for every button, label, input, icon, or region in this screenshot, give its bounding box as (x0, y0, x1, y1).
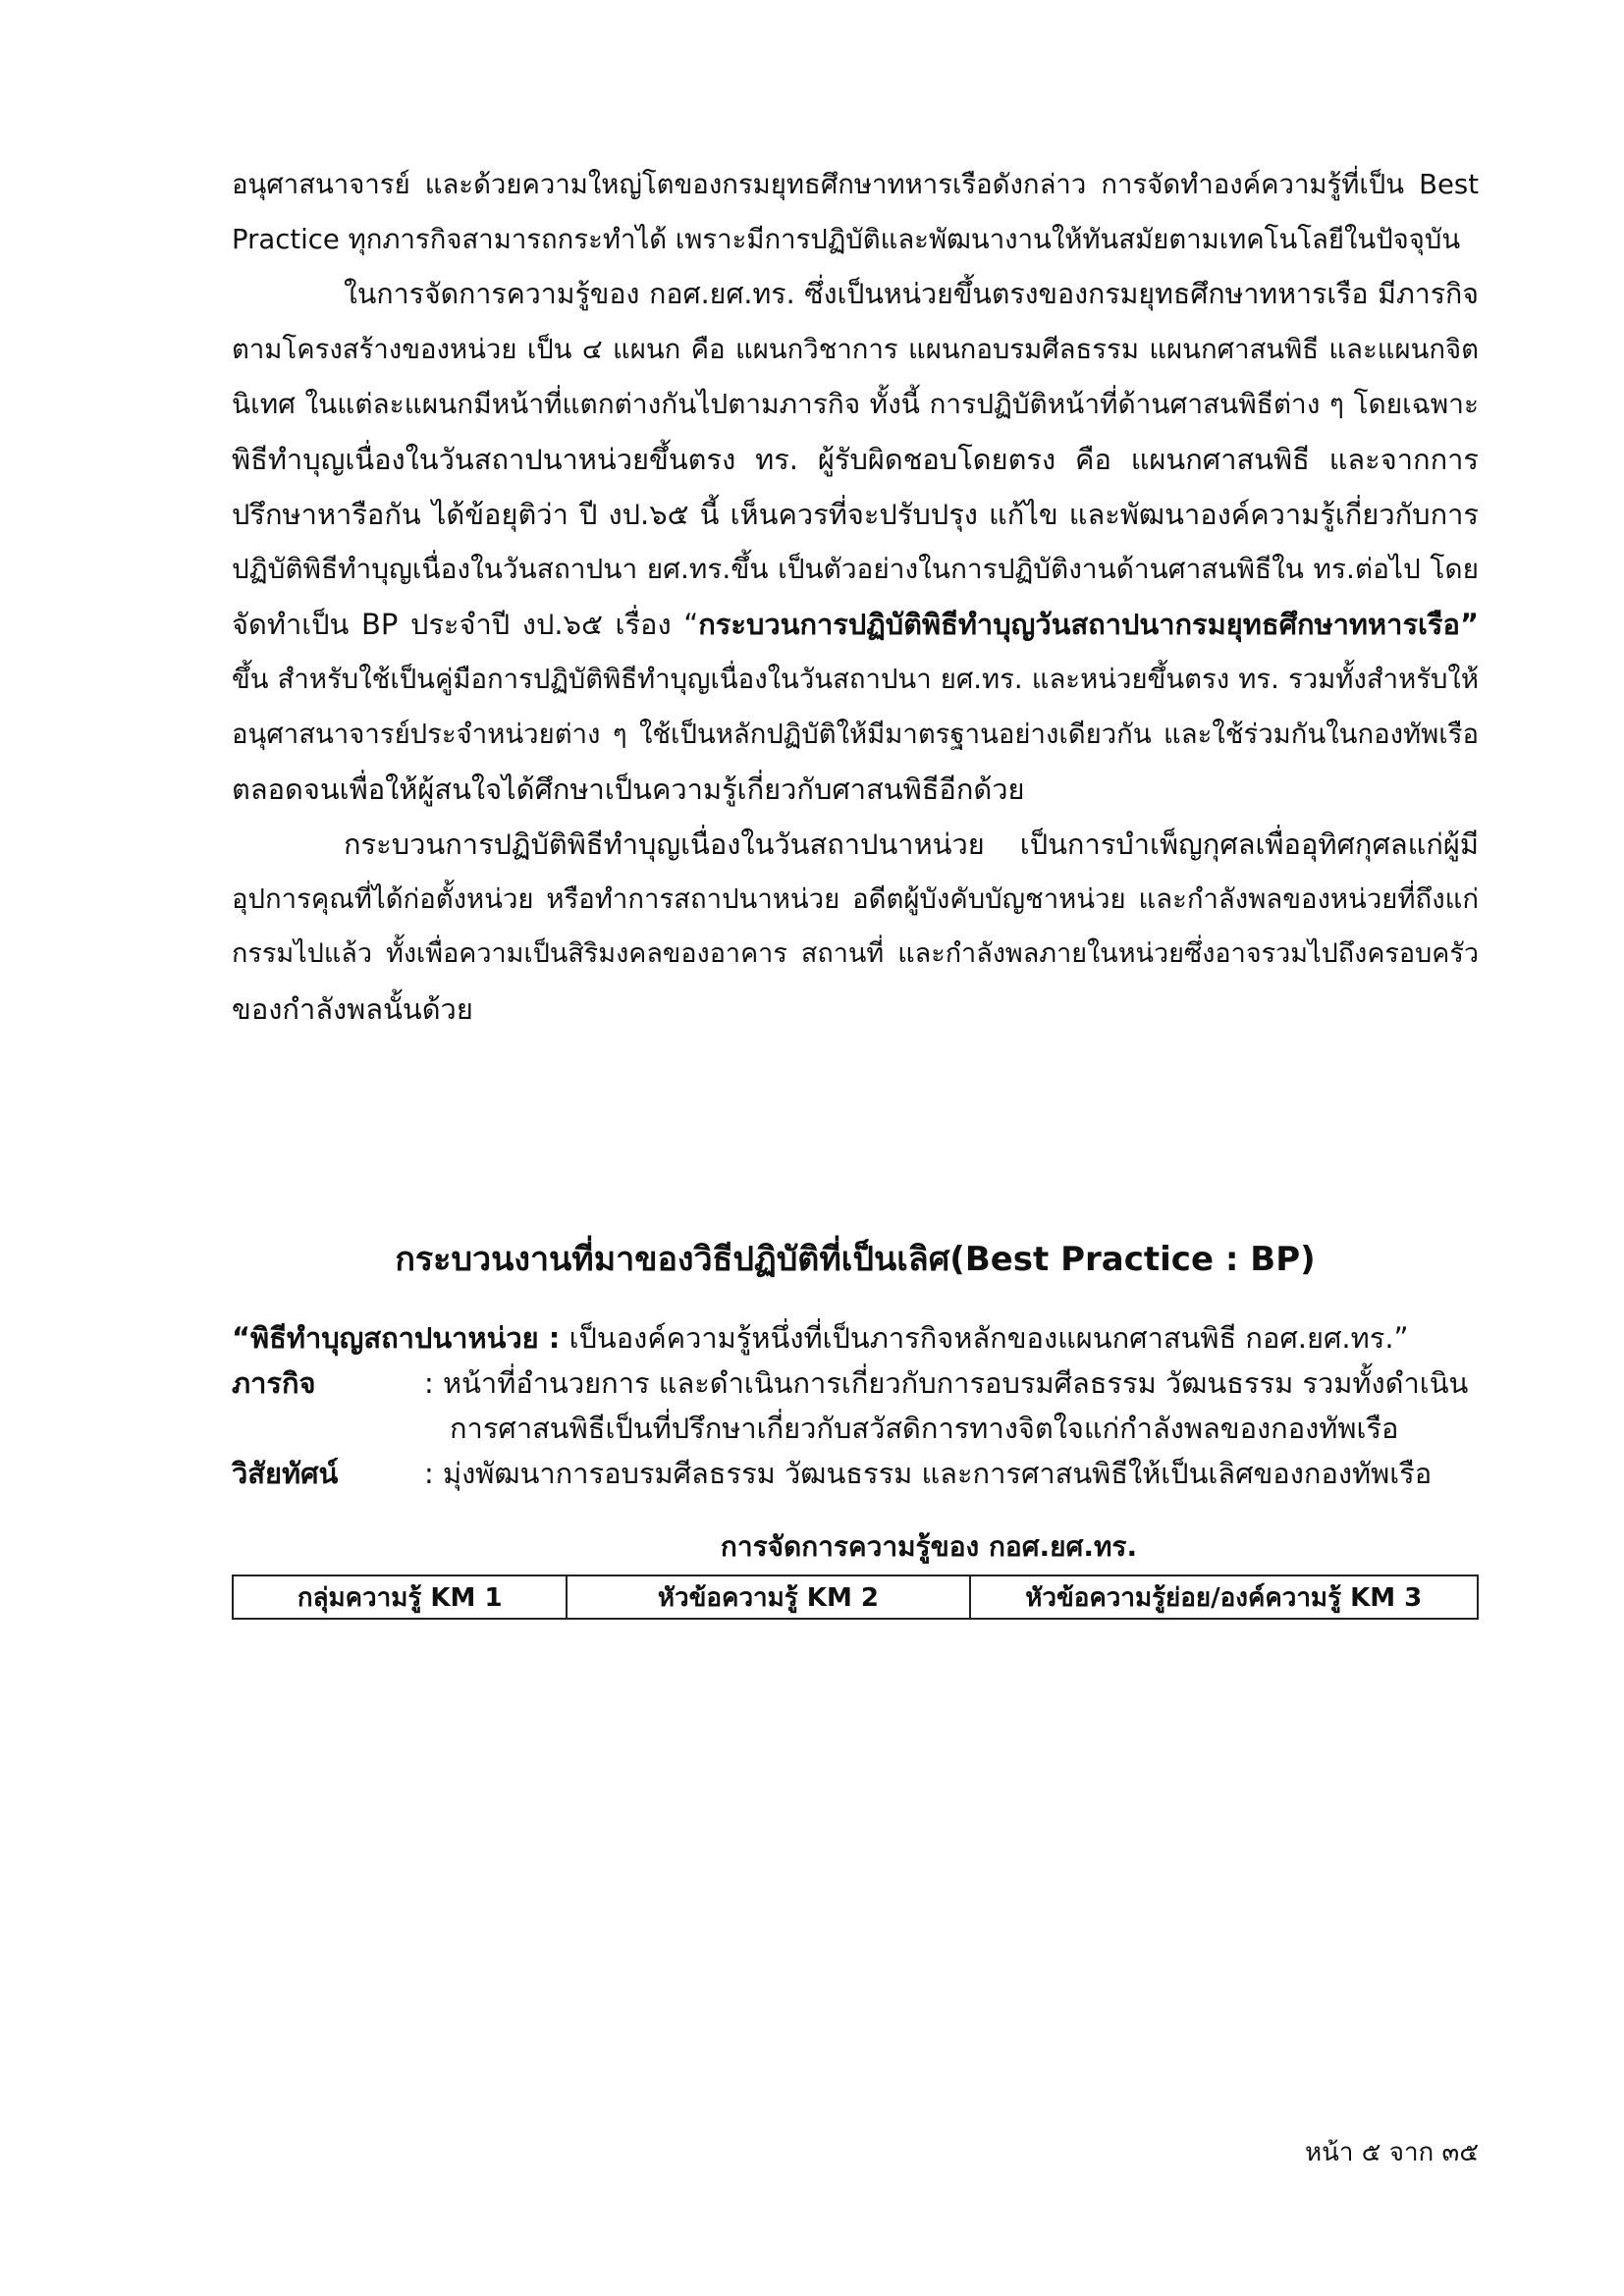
paragraph-1-line-1: อนุศาสนาจารย์ และด้วยความใหญ่โตของกรมยุทธศึกษาทหารเรือดังกล่าว การจัดทำองค์ความรู้ที่เป็น Best (232, 169, 1479, 200)
km-header-cell: กลุ่มความรู้ KM 1 (233, 1575, 567, 1619)
body-text (232, 157, 1479, 1037)
bp-title: กระบวนการปฏิบัติพิธีทำบุญวันสถาปนากรมยุทธศึกษาทหารเรือ (698, 608, 1460, 641)
mission-label: ภารกิจ (232, 1366, 316, 1400)
paragraph-2-line-6: ปฏิบัติพิธีทำบุญเนื่องในวันสถาปนา ยศ.ทร.ขึ้น เป็นตัวอย่างในการปฏิบัติงานด้านศาสนพิธีใน ทร.ต่อไป โดย (232, 553, 1479, 585)
paragraph-2-bp-line (232, 597, 1479, 652)
section-title: กระบวนงานที่มาของวิธีปฏิบัติที่เป็นเลิศ(Best Practice : BP) (395, 1240, 1316, 1279)
bp-line-suffix: ” (1459, 608, 1479, 641)
intro-text: เป็นองค์ความรู้หนึ่งที่เป็นภารกิจหลักของแผนกศาสนพิธี กอศ.ยศ.ทร.” (560, 1321, 1409, 1355)
vision-label: วิสัยทัศน์ (232, 1457, 339, 1490)
paragraph-3-line-4: ของกำลังพลนั้นด้วย (232, 992, 473, 1026)
mission-text: : หน้าที่อำนวยการ และดำเนินการเกี่ยวกับการอบรมศีลธรรม วัฒนธรรม รวมทั้งดำเนิน (424, 1366, 1469, 1400)
paragraph-3-line-1: กระบวนการปฏิบัติพิธีทำบุญเนื่องในวันสถาปนาหน่วย เป็นการบำเพ็ญกุศลเพื่ออุทิศกุศลแก่ผู้มี (344, 828, 1479, 861)
paragraph-2-line-4: พิธีทำบุญเนื่องในวันสถาปนาหน่วยขึ้นตรง ทร. ผู้รับผิดชอบโดยตรง คือ แผนกศาสนพิธี และจากการ (232, 443, 1479, 476)
bp-line-prefix: จัดทำเป็น BP ประจำปี งป.๖๕ เรื่อง “ (232, 608, 699, 641)
vision-text: : มุ่งพัฒนาการอบรมศีลธรรม วัฒนธรรม และการศาสนพิธีให้เป็นเลิศของกองทัพเรือ (424, 1457, 1433, 1490)
mission-text-continued: การศาสนพิธีเป็นที่ปรึกษาเกี่ยวกับสวัสดิการทางจิตใจแก่กำลังพลของกองทัพเรือ (450, 1412, 1399, 1445)
vision-row (232, 1451, 1479, 1496)
km-header-cell: หัวข้อความรู้ KM 2 (567, 1575, 969, 1619)
km-header-cell: หัวข้อความรู้ย่อย/องค์ความรู้ KM 3 (970, 1575, 1479, 1619)
paragraph-2-line-8: ขึ้น สำหรับใช้เป็นคู่มือการปฏิบัติพิธีทำบุญเนื่องในวันสถาปนา ยศ.ทร. และหน่วยขึ้นตรง ทร. รวมทั้งสำหรับให้ (232, 664, 1479, 695)
intro-label: “พิธีทำบุญสถาปนาหน่วย : (232, 1321, 561, 1355)
km-table (232, 1575, 1479, 1620)
km-table-title: การจัดการความรู้ของ กอศ.ยศ.ทร. (720, 1530, 1138, 1563)
mission-cont-row (232, 1406, 1479, 1451)
paragraph-3-line-3: กรรมไปแล้ว ทั้งเพื่อความเป็นสิริมงคลของอาคาร สถานที่ และกำลังพลภายในหน่วยซึ่งอาจรวมไปถึงครอบครัว (232, 938, 1479, 969)
paragraph-2-line-9: อนุศาสนาจารย์ประจำหน่วยต่าง ๆ ใช้เป็นหลักปฏิบัติให้มีมาตรฐานอย่างเดียวกัน และใช้ร่วมกันในกองทัพเรือ (232, 719, 1479, 750)
definition-block (232, 1315, 1479, 1496)
km-table-header-row (233, 1575, 1478, 1619)
page-number: หน้า ๕ จาก ๓๕ (1304, 2138, 1479, 2167)
paragraph-1-line-2: Practice ทุกภารกิจสามารถกระทำได้ เพราะมีการปฏิบัติและพัฒนางานให้ทันสมัยตามเทคโนโลยีในปัจจุบัน (232, 224, 1461, 255)
paragraph-2-line-2: ตามโครงสร้างของหน่วย เป็น ๔ แผนก คือ แผนกวิชาการ แผนกอบรมศีลธรรม แผนกศาสนพิธี และแผนกจิต (232, 334, 1479, 365)
paragraph-2-line-3: นิเทศ ในแต่ละแผนกมีหน้าที่แตกต่างกันไปตามภารกิจ ทั้งนี้ การปฏิบัติหน้าที่ด้านศาสนพิธีต่าง ๆ โดยเฉพาะ (232, 388, 1479, 420)
paragraph-2-line-1: ในการจัดการความรู้ของ กอศ.ยศ.ทร. ซึ่งเป็นหน่วยขึ้นตรงของกรมยุทธศึกษาทหารเรือ มีภารกิจ (344, 278, 1479, 310)
mission-row (232, 1361, 1479, 1406)
paragraph-2-line-10: ตลอดจนเพื่อให้ผู้สนใจได้ศึกษาเป็นความรู้เกี่ยวกับศาสนพิธีอีกด้วย (232, 773, 1025, 806)
paragraph-2-line-5: ปรึกษาหารือกัน ได้ข้อยุติว่า ปี งป.๖๕ นี้ เห็นควรที่จะปรับปรุง แก้ไข และพัฒนาองค์ความรู้เกี่ยวกับการ (232, 498, 1479, 531)
paragraph-3-line-2: อุปการคุณที่ได้ก่อตั้งหน่วย หรือทำการสถาปนาหน่วย อดีตผู้บังคับบัญชาหน่วย และกำลังพลของหน่วยที่ถึงแก่ (232, 883, 1479, 915)
intro-row (232, 1315, 1479, 1361)
